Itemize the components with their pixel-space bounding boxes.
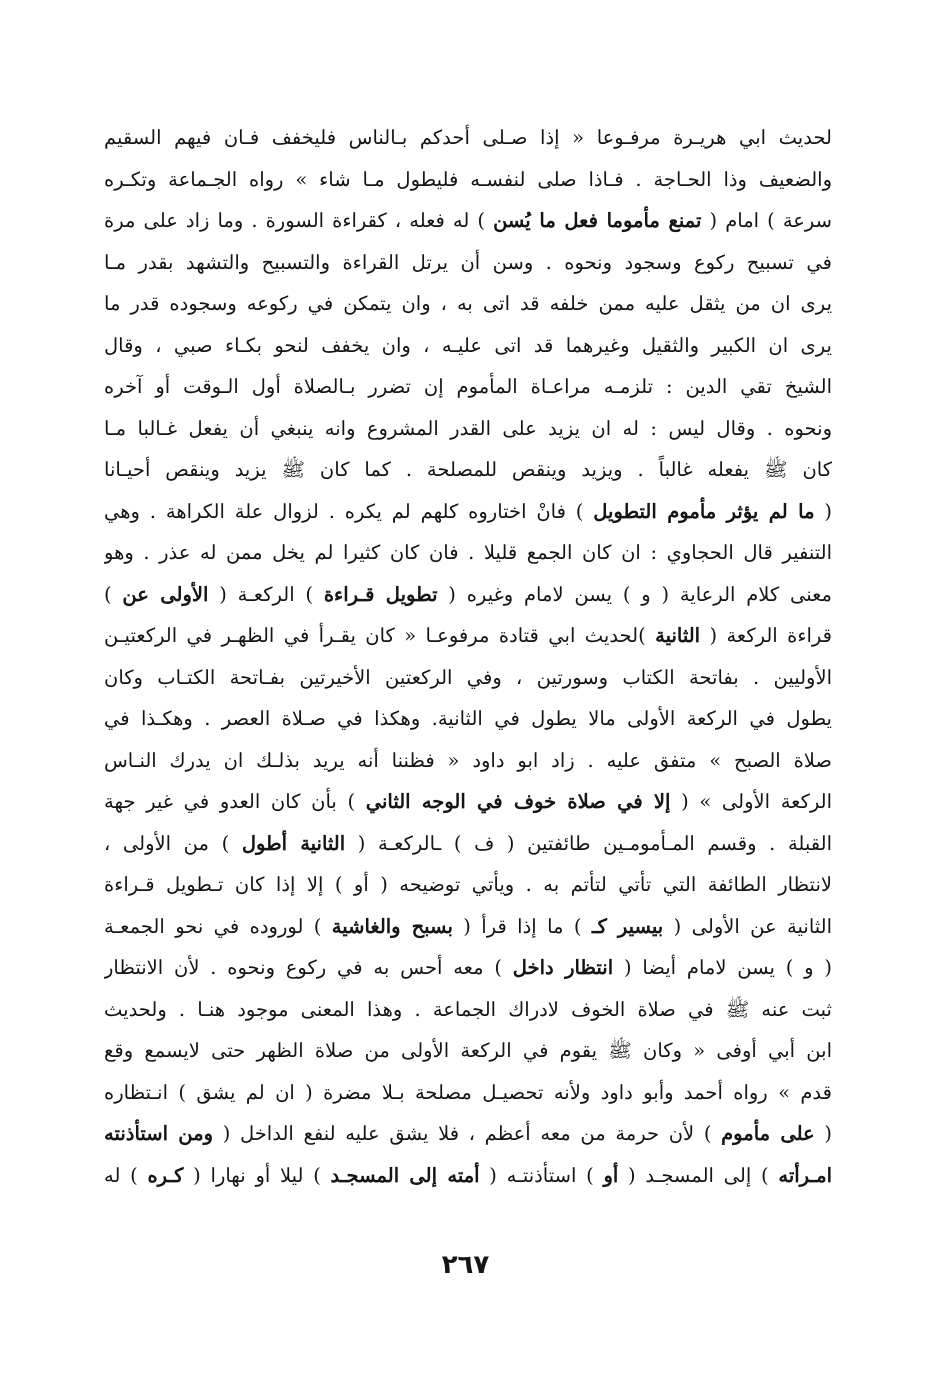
bold-term: بسبح والغاشية — [331, 914, 453, 938]
text-line — [104, 947, 832, 989]
text-segment: الشيخ تقي الدين : تلزمـه مراعـاة المأموم إن تضرر بـالصلاة أول الـوقت أو آخره — [104, 375, 832, 398]
text-segment: ( — [814, 499, 832, 523]
text-segment: لحديث ابي هريـرة مرفـوعا « إذا صـلى أحدكم بـالناس فليخفف فـان فيهم السقيم — [104, 126, 832, 149]
text-segment: القبلة . وقسم المـأمومـين طائفتين ( ف ) ـالركعـة ( — [345, 831, 832, 855]
text-line — [104, 657, 832, 699]
text-line — [104, 408, 832, 450]
text-segment: ونحوه . وقال ليس : له ان يزيد على القدر المشروع وانه ينبغي أن يفعل غـالبا مـا — [104, 416, 832, 440]
text-segment: لانتظار الطائفة التي تأتي لتأتم به . ويأتي توضيحه ( أو ) إلا إذا كان تـطويل قـراءة — [104, 873, 832, 896]
text-line — [104, 491, 832, 533]
text-line — [104, 449, 832, 491]
text-line — [104, 1030, 832, 1072]
bold-term: ما لم يؤثر مأموم التطويل — [593, 499, 815, 523]
text-line — [104, 1113, 832, 1155]
text-segment: ( — [814, 1122, 832, 1145]
text-segment: )لحديث ابي قتادة مرفوعـا « كان يقـرأ في الظهـر في الركعتيـن — [104, 624, 656, 647]
text-line — [104, 864, 832, 906]
text-line — [104, 740, 832, 782]
text-segment: قراءة الركعة ( — [700, 624, 832, 647]
bold-term: على مأموم — [721, 1122, 815, 1145]
text-segment: ( و ) يسن لامام أيضا ( — [613, 956, 832, 979]
text-segment: ) له — [104, 1163, 148, 1187]
text-line — [104, 574, 832, 616]
text-segment: ابن أبي أوفى « وكان ﷺ يقوم في الركعة الأولى من صلاة الظهر حتى لايسمع وقع — [104, 1039, 832, 1062]
text-line — [104, 117, 832, 159]
text-segment: ثبت عنه ﷺ في صلاة الخوف لادراك الجماعة . وهذا المعنى موجود هنـا . ولحديث — [104, 997, 832, 1021]
text-line — [104, 781, 832, 823]
text-segment: الركعة الأولى » ( — [670, 790, 832, 813]
text-segment: ) إلى المسجـد ( — [618, 1163, 779, 1187]
text-line — [104, 366, 832, 408]
text-segment: ) ليلا أو نهارا ( — [183, 1163, 331, 1187]
text-line — [104, 325, 832, 367]
text-line — [104, 989, 832, 1031]
text-line — [104, 242, 832, 284]
text-line — [104, 906, 832, 948]
text-segment: ) من الأولى ، — [104, 831, 242, 855]
bold-term: الأولى عن — [122, 582, 209, 606]
text-line — [104, 698, 832, 740]
bold-term: كـره — [147, 1163, 184, 1187]
bold-term: إلا في صلاة خوف في الوجه الثاني — [365, 790, 671, 813]
text-segment: ) ما إذا قرأ ( — [452, 914, 592, 938]
text-segment: الثانية عن الأولى ( — [663, 914, 832, 938]
text-segment: والضعيف وذا الحـاجة . فـاذا صلى لنفسـه فليطول مـا شاء » رواه الجـماعة وتكـره — [104, 167, 832, 191]
text-line — [104, 159, 832, 201]
text-line — [104, 1155, 832, 1197]
bold-term: الثانية أطول — [241, 831, 346, 855]
bold-term: تطويل قـراءة — [323, 582, 438, 606]
body-text — [104, 117, 832, 1196]
text-line — [104, 200, 832, 242]
text-segment: معنى كلام الرعاية ( و ) يسن لامام وغيره ( — [437, 582, 832, 606]
text-segment: ) الركعـة ( — [208, 582, 324, 606]
text-segment: كان ﷺ يفعله غالباً . ويزيد وينقص للمصلحة . كما كان ﷺ يزيد وينقص أحيـانا — [104, 458, 832, 481]
bold-term: الثانية — [655, 624, 701, 647]
text-line — [104, 283, 832, 325]
text-line — [104, 532, 832, 574]
text-segment: ) — [104, 582, 123, 606]
bold-term: ومن استأذنته — [104, 1122, 214, 1145]
text-line — [104, 615, 832, 657]
text-line — [104, 1072, 832, 1114]
text-segment: يرى ان من يثقل عليه ممن خلفه قد اتى به ، وان يتمكن في ركوعه وسجوده قدر ما — [104, 292, 832, 315]
text-segment: ) لأن حرمة من معه أعظم ، فلا يشق عليه لنفع الداخل ( — [213, 1122, 722, 1145]
bold-term: انتظار داخل — [512, 956, 614, 979]
text-segment: في تسبيح ركوع وسجود ونحوه . وسن أن يرتل القراءة والتسبيح والتشهد بقدر مـا — [104, 250, 832, 274]
text-segment: ) استأذنتـه ( — [479, 1163, 604, 1187]
bold-term: تمنع مأموما فعل ما يُسن — [493, 209, 702, 232]
text-segment: صلاة الصبح » متفق عليه . زاد ابو داود « فظننا أنه يريد بذلـك ان يدرك النـاس — [104, 748, 832, 772]
page-number: ٢٦٧ — [441, 1250, 490, 1280]
text-segment: سرعة ) امام ( — [701, 209, 832, 232]
bold-term: أو — [603, 1163, 619, 1187]
text-segment: يرى ان الكبير والثقيل وغيرهما قد اتى عليـه ، وان يخفف لنحو بكـاء صبي ، وقال — [104, 333, 832, 357]
bold-term: امـرأته — [778, 1163, 832, 1187]
text-segment: الأوليين . بفاتحة الكتاب وسورتين ، وفي الركعتين الأخيرتين بفـاتحة الكتـاب وكان — [104, 665, 832, 689]
text-segment: ) فانْ اختاروه كلهم لم يكره . لزوال علة الكراهة . وهي — [104, 499, 594, 523]
text-line — [104, 823, 832, 865]
text-segment: ) بأن كان العدو في غير جهة — [104, 790, 366, 813]
bold-term: بيسير كـ — [591, 914, 664, 938]
text-segment: ) معه أحس به في ركوع ونحوه . لأن الانتظار — [104, 956, 513, 979]
bold-term: أمته إلى المسجـد — [330, 1163, 480, 1187]
text-segment: التنفير قال الحجاوي : ان كان الجمع قليلا . فان كان كثيرا لم يخل ممن له عذر . وهو — [104, 541, 832, 564]
text-segment: يطول في الركعة الأولى مالا يطول في الثانية. وهكذا في صـلاة العصر . وهكـذا في — [104, 707, 832, 730]
text-segment: قدم » رواه أحمد وأبو داود ولأنه تحصيـل مصلحة بـلا مضرة ( ان لم يشق ) انـتظاره — [104, 1080, 832, 1104]
text-segment: ) لوروده في نحو الجمعـة — [104, 914, 332, 938]
text-segment: ) له فعله ، كقراءة السورة . وما زاد على مرة — [104, 209, 494, 232]
